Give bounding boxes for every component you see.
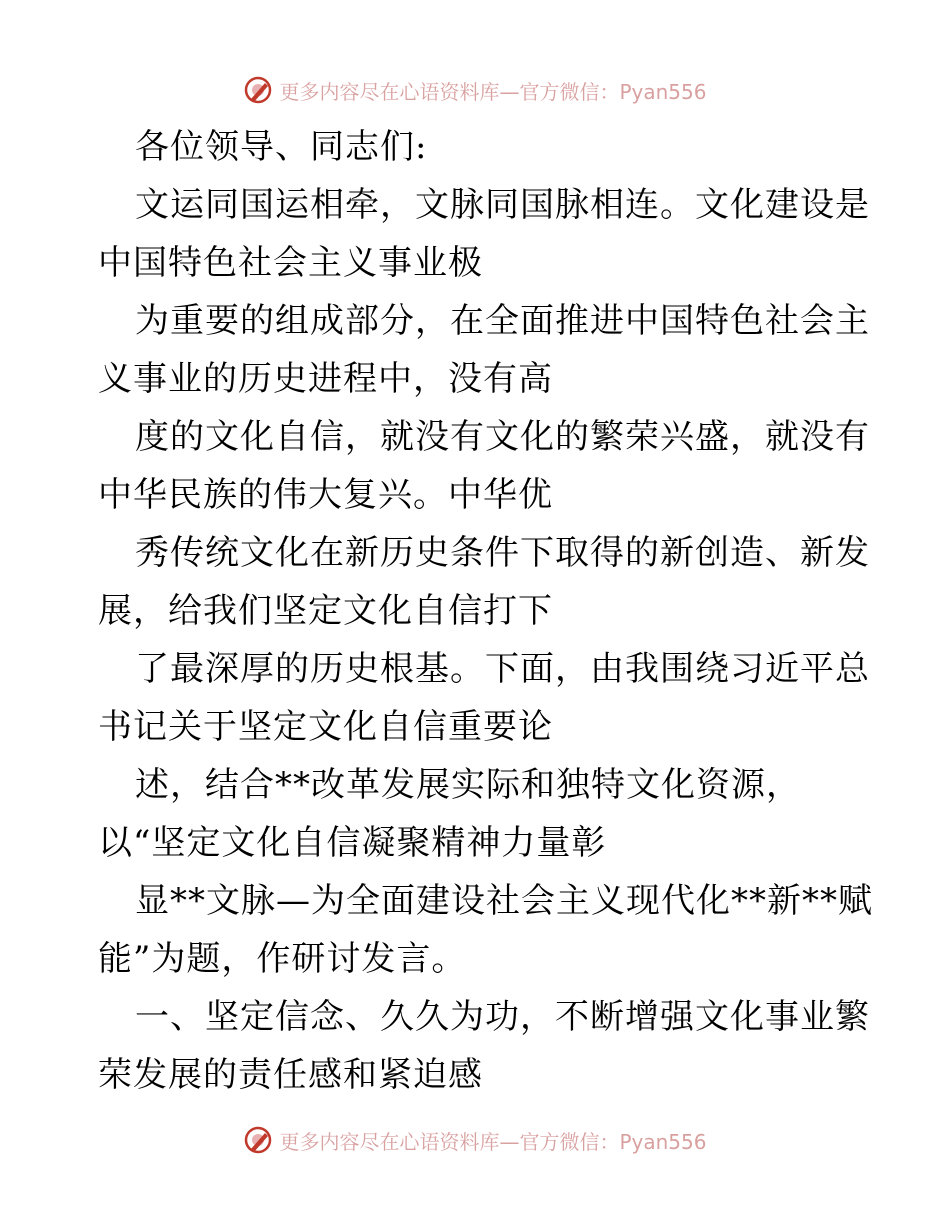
watermark-text: 更多内容尽在心语资料库—官方微信：Pyan556 — [279, 79, 707, 104]
body-line: 一、坚定信念、久久为功，不断增强文化事业繁 — [135, 997, 870, 1037]
pen-logo-icon — [243, 1125, 273, 1155]
body-line: 中国特色社会主义事业极 — [98, 243, 483, 283]
watermark-text: 更多内容尽在心语资料库—官方微信：Pyan556 — [279, 1129, 707, 1154]
body-line: 能”为题，作研讨发言。 — [98, 939, 467, 979]
body-line: 显**文脉—为全面建设社会主义现代化**新**赋 — [135, 881, 873, 921]
body-line: 各位领导、同志们: — [135, 127, 428, 167]
body-line: 以“坚定文化自信凝聚精神力量彰 — [98, 823, 607, 863]
body-line: 中华民族的伟大复兴。中华优 — [98, 475, 553, 515]
body-line: 了最深厚的历史根基。下面，由我围绕习近平总 — [135, 649, 870, 689]
body-line: 秀传统文化在新历史条件下取得的新创造、新发 — [135, 533, 870, 573]
footer-watermark — [0, 1120, 950, 1160]
body-line: 文运同国运相牵，文脉同国脉相连。文化建设是 — [135, 185, 870, 225]
header-watermark — [0, 70, 950, 110]
pen-logo-icon — [243, 75, 273, 105]
body-line: 荣发展的责任感和紧迫感 — [98, 1055, 483, 1095]
body-line: 义事业的历史进程中，没有高 — [98, 359, 553, 399]
body-line: 述，结合**改革发展实际和独特文化资源， — [135, 765, 801, 805]
body-line: 度的文化自信，就没有文化的繁荣兴盛，就没有 — [135, 417, 870, 457]
body-line: 为重要的组成部分，在全面推进中国特色社会主 — [135, 301, 870, 341]
body-line: 展，给我们坚定文化自信打下 — [98, 591, 553, 631]
body-line: 书记关于坚定文化自信重要论 — [98, 707, 553, 747]
document-body — [98, 118, 873, 1104]
